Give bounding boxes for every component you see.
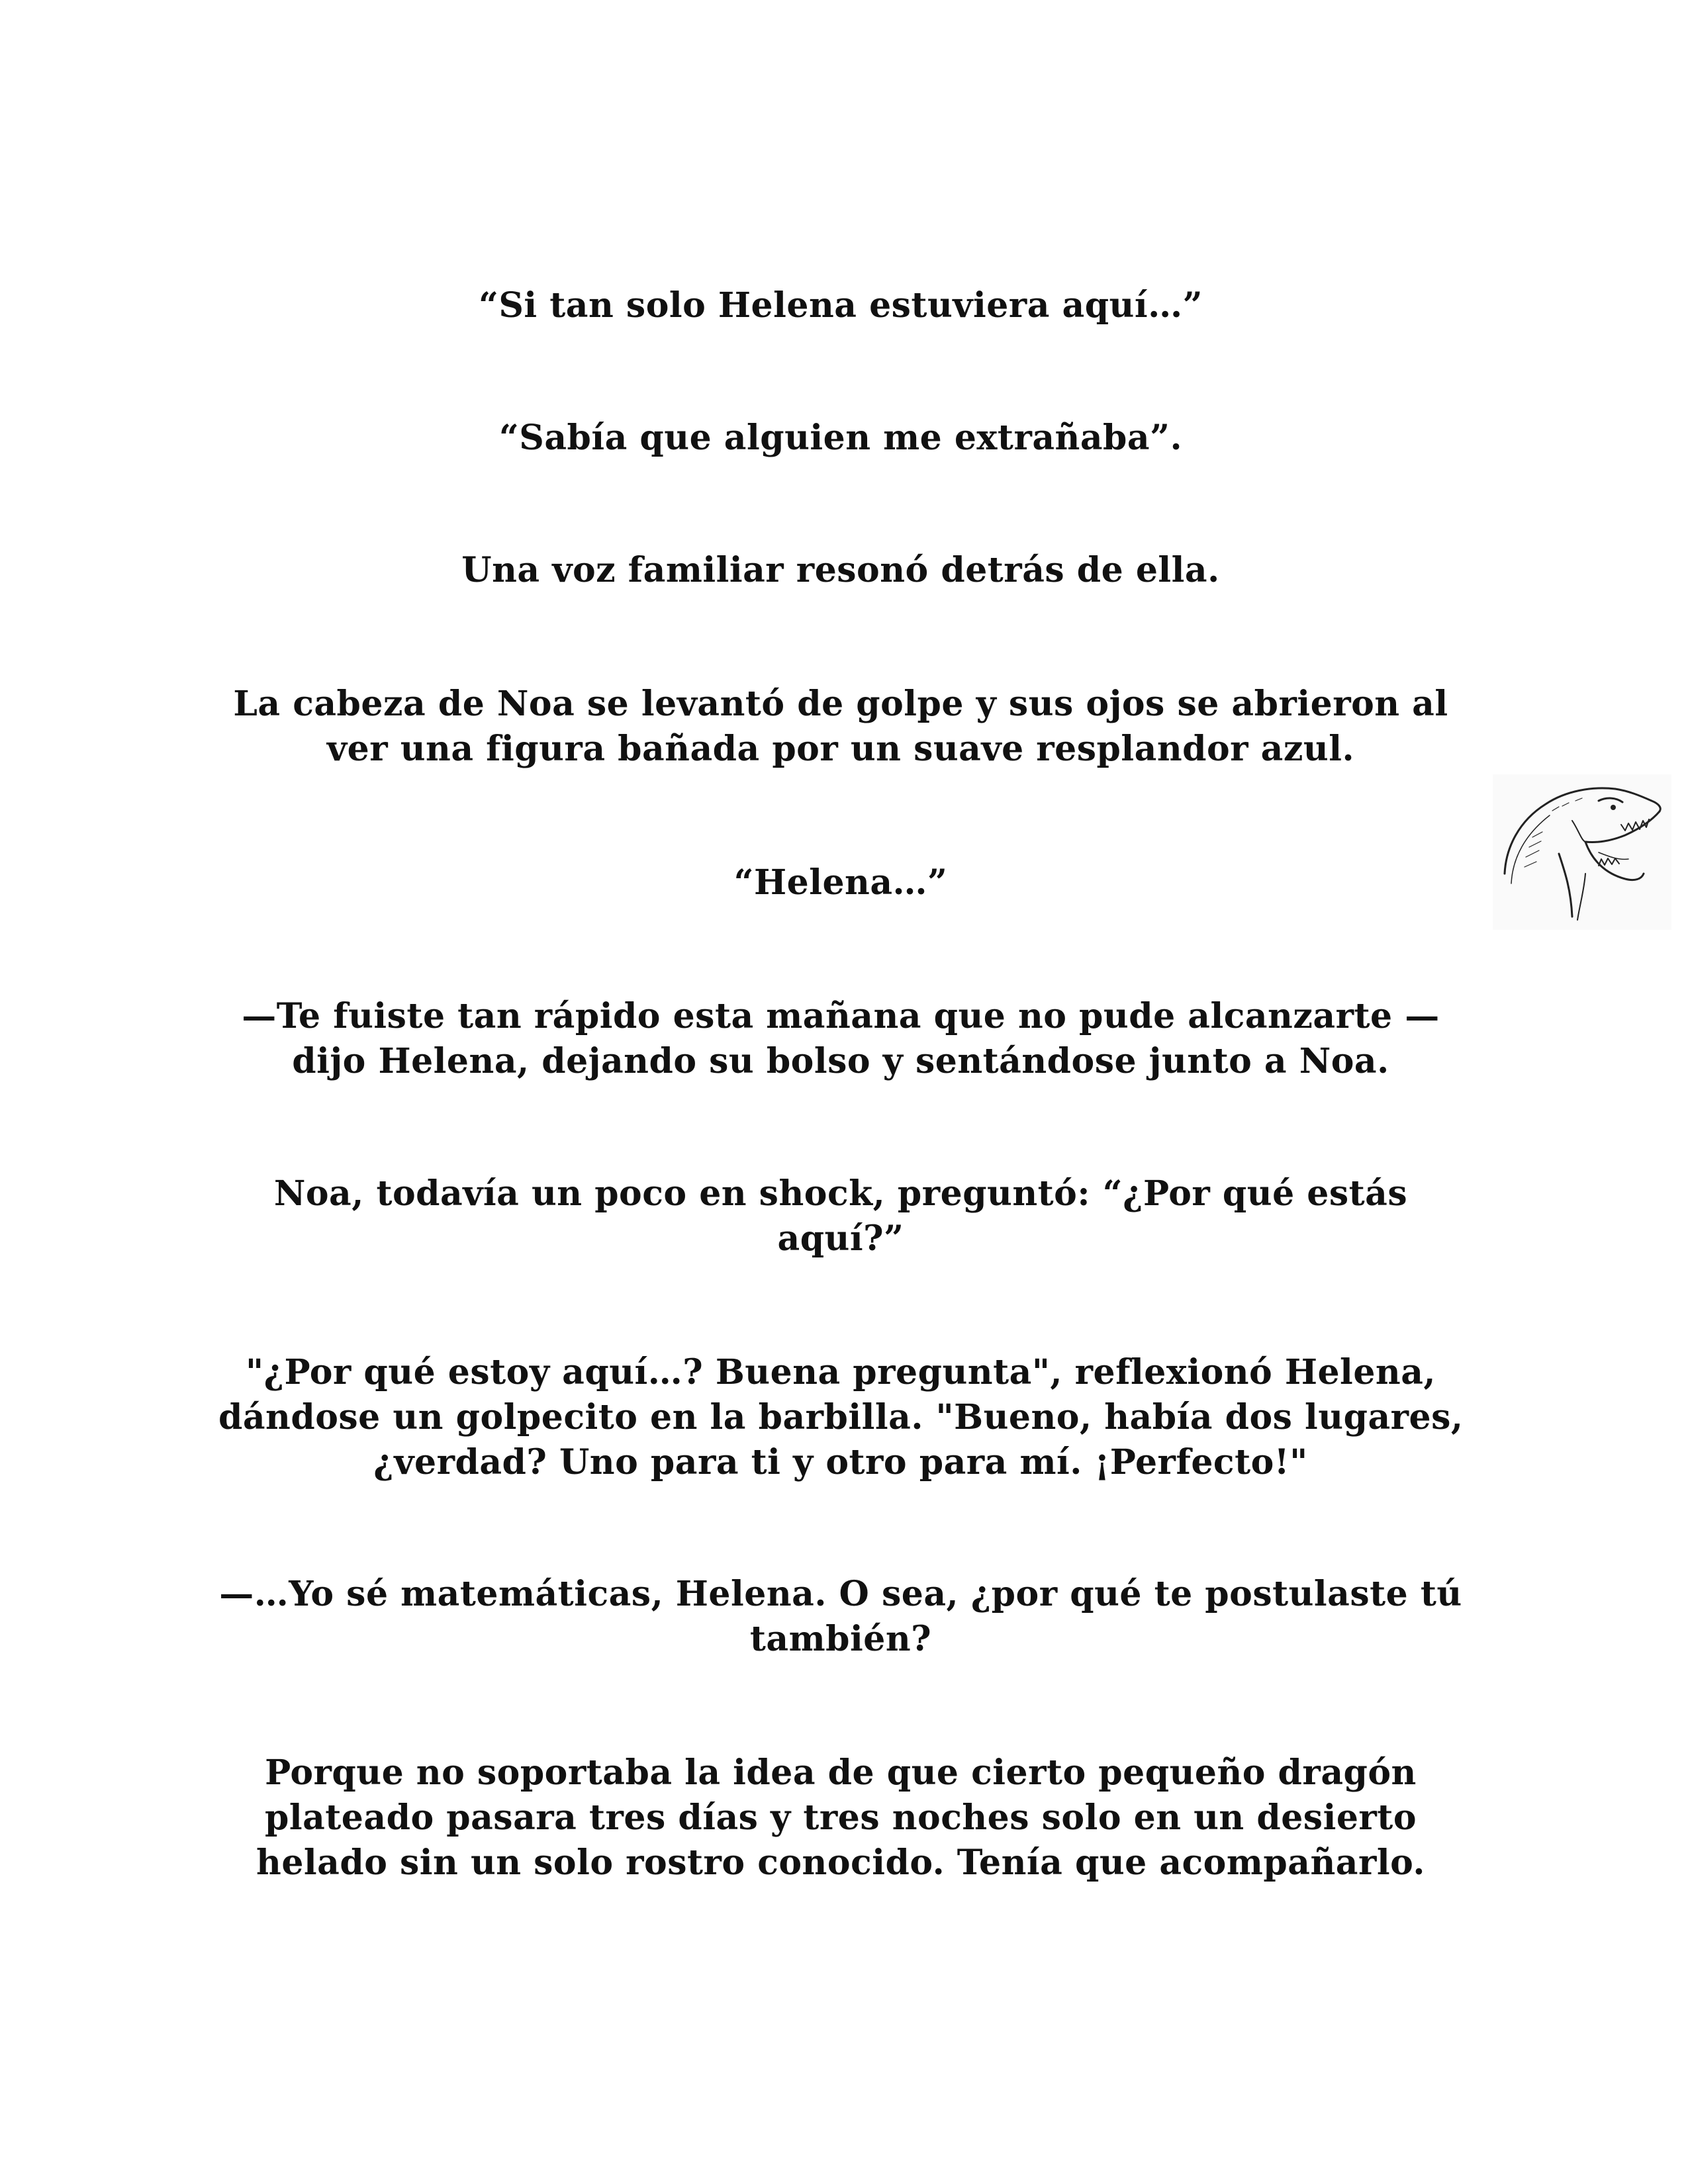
paragraph-4 — [218, 682, 1463, 772]
paragraph-5 — [218, 860, 1463, 905]
paragraph-line: aquí?” — [777, 1218, 904, 1259]
paragraph-line: —Te fuiste tan rápido esta mañana que no pude alcanzarte — — [242, 996, 1440, 1036]
paragraph-10 — [218, 1751, 1463, 1886]
paragraph-line: “Helena…” — [733, 862, 948, 903]
paragraph-7 — [218, 1171, 1463, 1261]
paragraph-2 — [218, 416, 1463, 461]
paragraph-6 — [218, 994, 1463, 1084]
paragraph-line: —…Yo sé matemáticas, Helena. O sea, ¿por qué te postulaste tú — [219, 1574, 1462, 1614]
paragraph-line: Una voz familiar resonó detrás de ella. — [461, 550, 1220, 590]
paragraph-line: dándose un golpecito en la barbilla. "Bueno, había dos lugares, — [218, 1397, 1464, 1437]
paragraph-line: “Sabía que alguien me extrañaba”. — [498, 418, 1183, 458]
paragraph-line: helado sin un solo rostro conocido. Tenía que acompañarlo. — [256, 1843, 1425, 1883]
paragraph-line: La cabeza de Noa se levantó de golpe y sus ojos se abrieron al — [233, 684, 1448, 724]
paragraph-9 — [218, 1572, 1463, 1662]
paragraph-1 — [218, 283, 1463, 328]
paragraph-line: Noa, todavía un poco en shock, preguntó: “¿Por qué estás — [273, 1173, 1408, 1214]
paragraph-line: ver una figura bañada por un suave resplandor azul. — [326, 729, 1355, 769]
dinosaur-head-sketch-icon — [1493, 774, 1671, 930]
paragraph-line: Porque no soportaba la idea de que cierto pequeño dragón — [265, 1752, 1417, 1793]
paragraph-3 — [218, 548, 1463, 593]
paragraph-line: "¿Por qué estoy aquí…? Buena pregunta", reflexionó Helena, — [245, 1352, 1436, 1392]
paragraph-line: “Si tan solo Helena estuviera aquí…” — [478, 285, 1203, 326]
paragraph-line: también? — [749, 1619, 932, 1659]
paragraph-line: plateado pasara tres días y tres noches solo en un desierto — [264, 1797, 1417, 1838]
paragraph-line: ¿verdad? Uno para ti y otro para mí. ¡Perfecto!" — [373, 1442, 1308, 1482]
paragraph-line: dijo Helena, dejando su bolso y sentándose junto a Noa. — [292, 1041, 1389, 1081]
paragraph-8 — [218, 1350, 1463, 1485]
